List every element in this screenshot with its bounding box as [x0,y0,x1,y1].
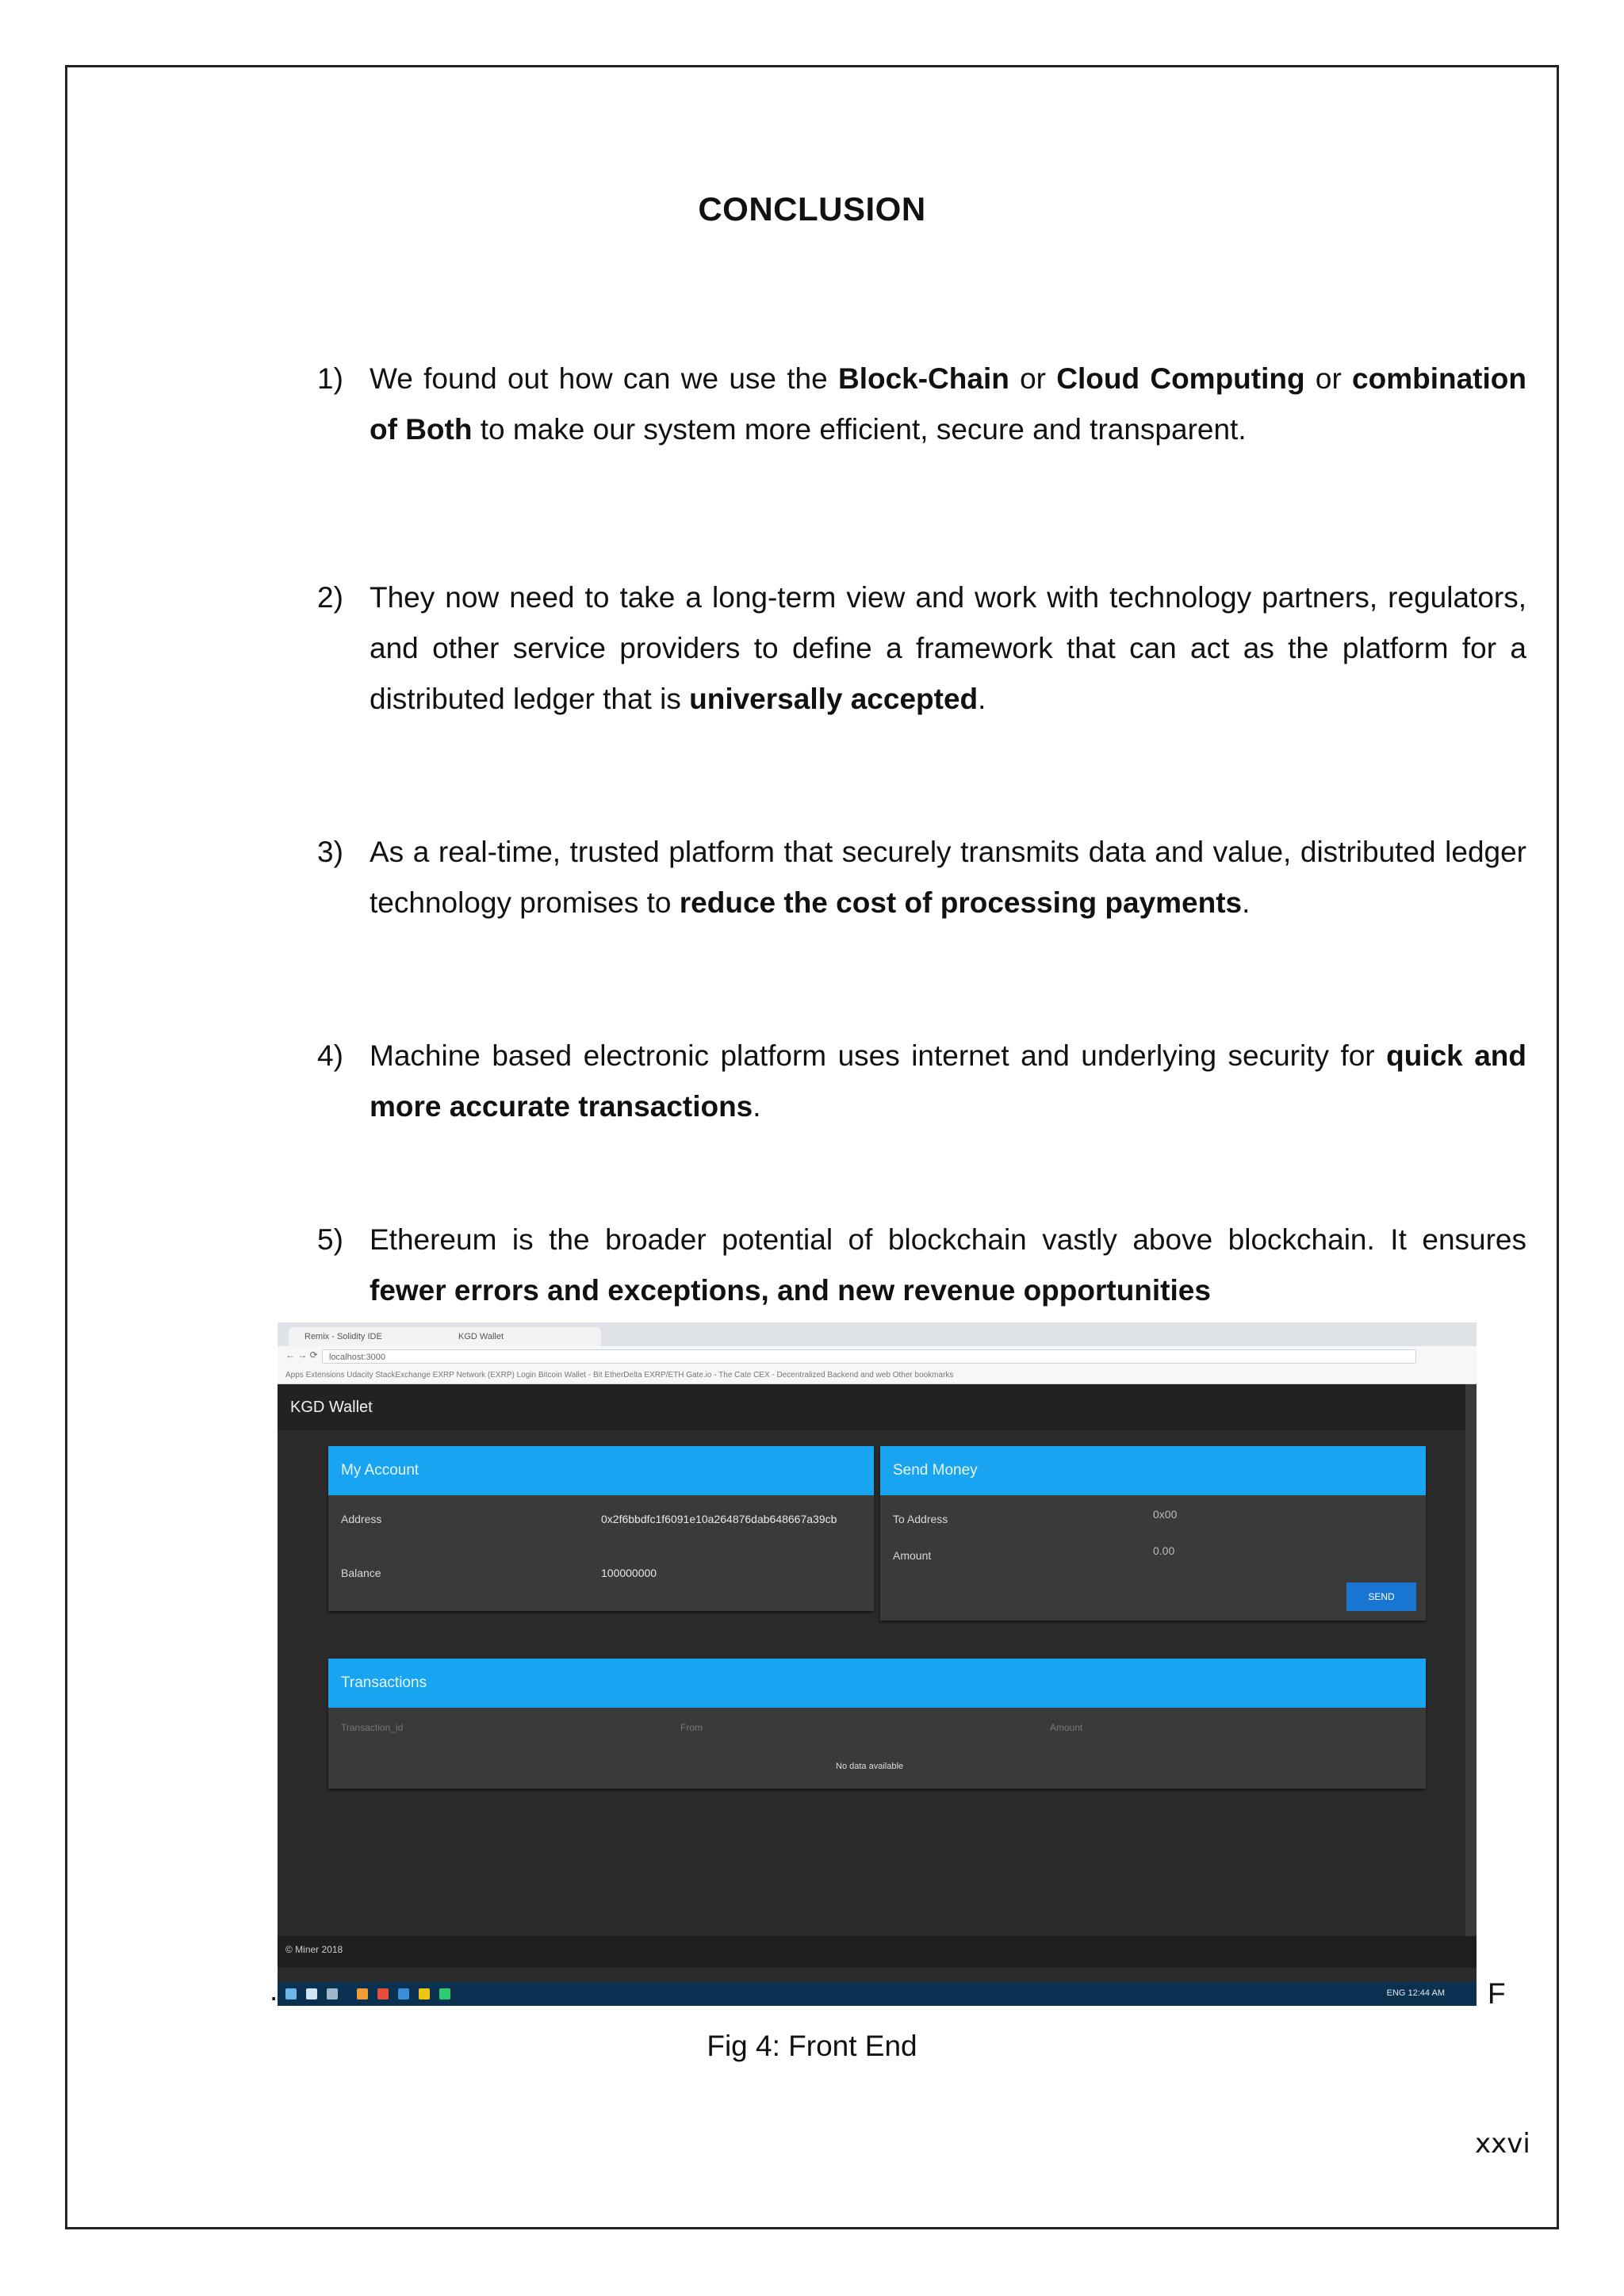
app-title: KGD Wallet [290,1399,373,1416]
body-text: . [753,1090,761,1123]
body-text: or [1304,362,1353,395]
body-text: They now need to take a long-term view and work with technology partners, regulators, and other service providers to define a framework that can act as the platform for a distributed ledger that is [370,581,1526,715]
balance-value: 100000000 [601,1567,657,1579]
card-header [328,1659,1426,1708]
stray-mark: F [1488,1977,1506,2010]
app-icon[interactable] [398,1988,409,1999]
body-text: We found out how can we use the [370,362,838,395]
item-number: 5) [317,1223,343,1256]
emphasis-text: fewer errors and exceptions, and new revenue opportunities [370,1274,1211,1307]
card-title: Transactions [341,1674,427,1691]
emphasis-text: universally accepted [689,683,979,715]
emphasis-text: quick and more accurate transactions [370,1039,1527,1123]
emphasis-text: combination of Both [370,362,1526,446]
item-text [370,572,1526,725]
conclusion-item-2 [317,572,1526,725]
search-icon[interactable] [306,1988,317,1999]
app-footer [278,1936,1477,1968]
app-icon[interactable] [439,1988,450,1999]
address-bar[interactable]: localhost:3000 [322,1349,1416,1364]
body-text: Ethereum is the broader potential of blockchain vastly above blockchain. It ensures [370,1223,1526,1256]
page-title: CONCLUSION [698,190,926,228]
item-number: 4) [317,1039,343,1072]
column-header[interactable]: Amount [1050,1722,1083,1733]
chrome-icon[interactable] [377,1988,389,1999]
item-text [370,1215,1526,1316]
page-number: xxvi [1475,2128,1530,2160]
back-forward-icon[interactable]: ← → ⟳ [285,1349,318,1360]
card-title: Send Money [893,1462,978,1479]
item-text [370,827,1526,928]
figure-caption: Fig 4: Front End [707,2030,917,2062]
balance-label: Balance [341,1567,381,1579]
taskbar-clock[interactable]: ENG 12:44 AM [1386,1988,1445,1998]
app-header [278,1384,1477,1430]
address-label: Address [341,1513,382,1525]
browser-tab[interactable]: Remix - Solidity IDE [289,1327,447,1346]
front-end-screenshot [278,1322,1477,2006]
os-taskbar [278,1982,1477,2006]
transactions-card [328,1659,1426,1789]
footer-copyright: © Miner 2018 [285,1944,343,1955]
browser-tab-strip [278,1322,1477,1346]
empty-state: No data available [836,1762,904,1771]
stray-mark: . [270,1974,278,2007]
page-scrollbar[interactable] [1465,1384,1477,1936]
conclusion-item-4 [317,1031,1526,1132]
conclusion-item-3 [317,827,1526,928]
emphasis-text: Block-Chain [837,362,1009,395]
emphasis-text: reduce the cost of processing payments [679,886,1243,919]
my-account-card [328,1446,874,1611]
item-number: 1) [317,362,343,395]
send-money-card [880,1446,1426,1621]
body-text: . [1242,886,1251,919]
card-header [880,1446,1426,1495]
send-button[interactable]: SEND [1346,1582,1416,1611]
bookmarks-bar[interactable]: Apps Extensions Udacity StackExchange EXRP Network (EXRP) Login Bitcoin Wallet - Bit EtherDelta EXRP/ETH Gate.io - The Cate CEX - Decentralized Backend and web Other bookmarks [278,1367,1477,1384]
conclusion-item-5 [317,1215,1526,1316]
to-address-input[interactable]: 0x00 [1153,1508,1178,1521]
column-header[interactable]: From [680,1722,703,1733]
item-number: 3) [317,836,343,868]
card-title: My Account [341,1462,419,1479]
item-text [370,1031,1526,1132]
conclusion-item-1 [317,354,1526,455]
to-address-label: To Address [893,1513,948,1525]
address-value: 0x2f6bbdfc1f6091e10a264876dab648667a39cb [601,1513,837,1525]
task-view-icon[interactable] [327,1988,338,1999]
column-header[interactable]: Transaction_id [341,1722,404,1733]
emphasis-text: Cloud Computing [1056,362,1305,395]
body-text: to make our system more efficient, secure and transparent. [472,413,1247,446]
browser-tab-active[interactable]: KGD Wallet [442,1327,601,1346]
body-text: Machine based electronic platform uses internet and underlying security for [370,1039,1387,1072]
item-number: 2) [317,581,343,614]
card-header [328,1446,874,1495]
browser-toolbar [278,1346,1477,1367]
body-text: or [1009,362,1057,395]
amount-label: Amount [893,1549,932,1562]
start-icon[interactable] [285,1988,297,1999]
folder-icon[interactable] [419,1988,430,1999]
body-text: . [978,683,986,715]
item-text [370,354,1526,455]
body-text: As a real-time, trusted platform that securely transmits data and value, distributed ledger technology promises to [370,836,1526,919]
amount-input[interactable]: 0.00 [1153,1544,1175,1557]
app-icon[interactable] [357,1988,368,1999]
